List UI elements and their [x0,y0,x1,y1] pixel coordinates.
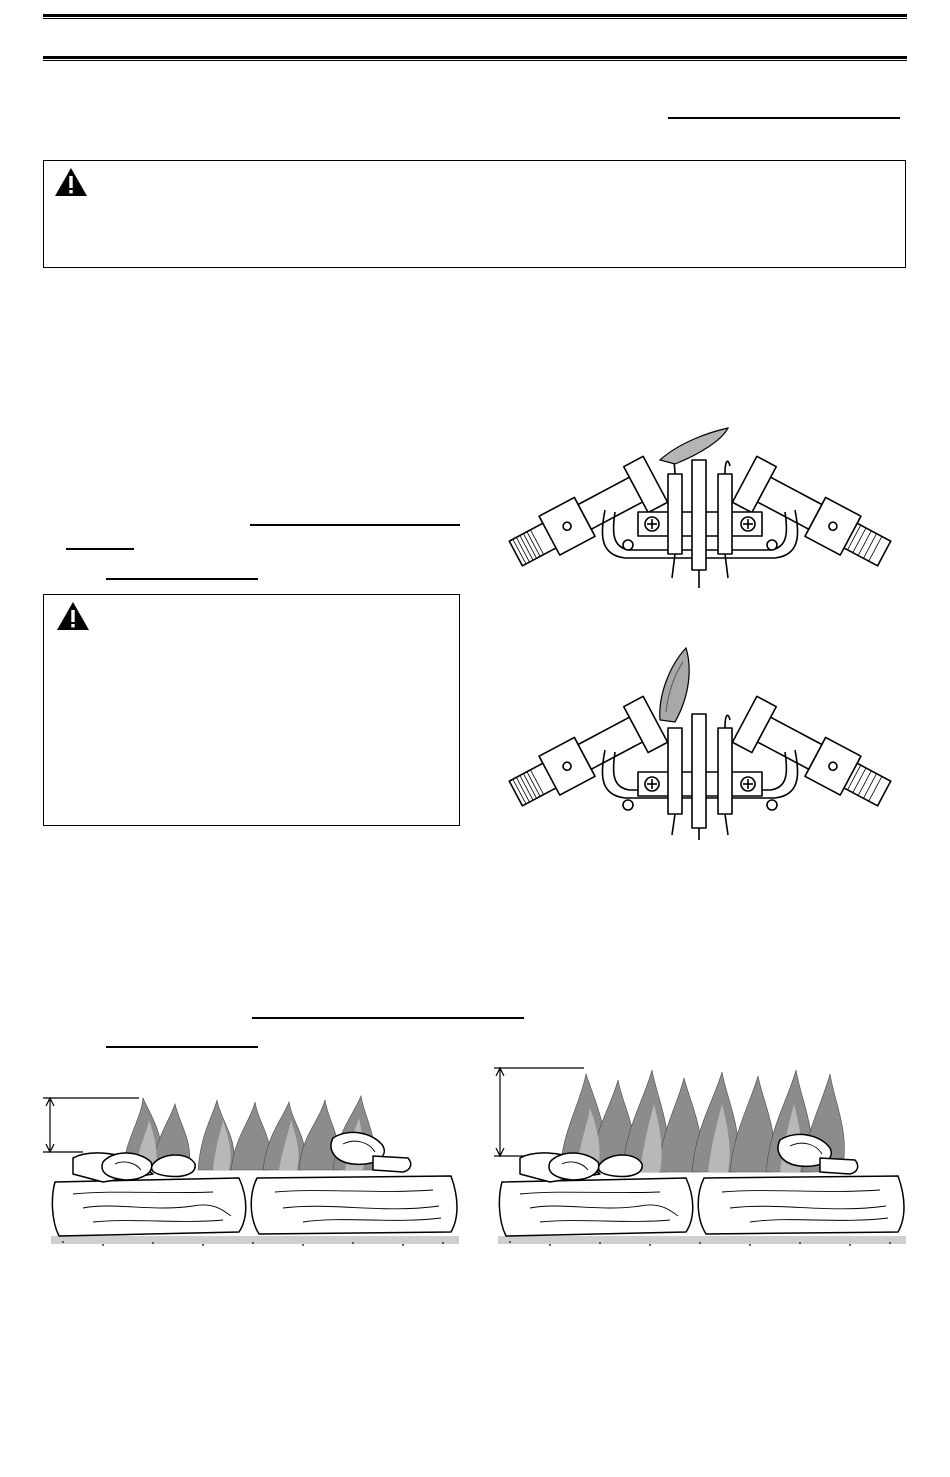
warning-box-side [43,594,460,826]
pilot-assembly-figure-incorrect [500,640,900,840]
underline-blank-5 [252,1017,524,1019]
warning-box-top [43,160,906,268]
underline-blank-2 [250,524,460,526]
underline-blank-1 [668,117,900,119]
header-rule-top [43,14,907,19]
underline-blank-6 [106,1046,258,1048]
warning-triangle-icon [54,167,88,197]
underline-blank-4 [106,578,258,580]
warning-triangle-icon [56,601,90,631]
header-rule-bottom [43,56,907,61]
log-set-figure-low-flame [43,1090,463,1250]
pilot-assembly-figure-correct [500,420,900,600]
log-set-figure-high-flame [490,1060,910,1250]
underline-blank-3 [66,548,134,550]
